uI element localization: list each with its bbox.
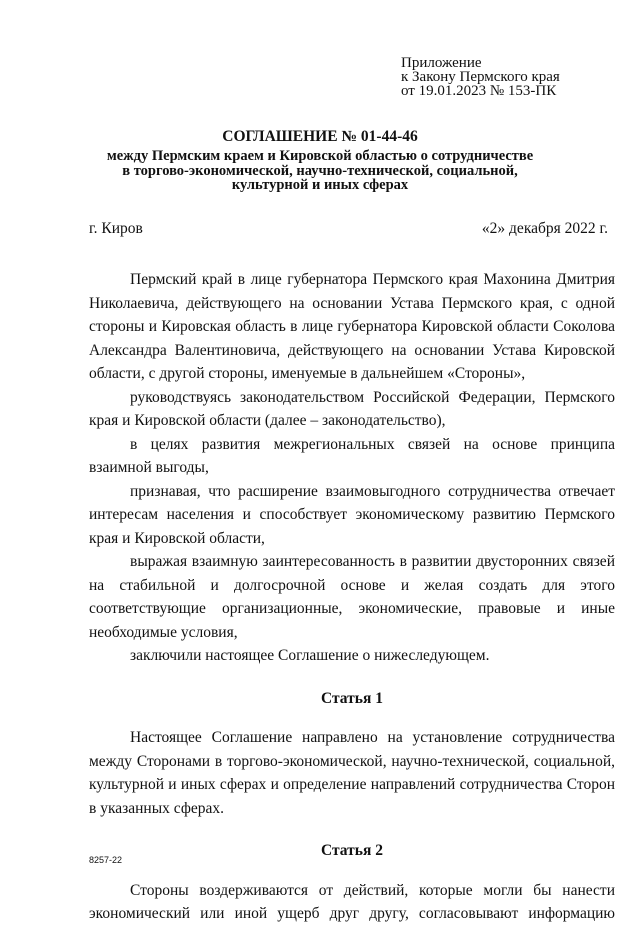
preamble-paragraph: выражая взаимную заинтересованность в развитии двусторонних связей на стабильной и долгосрочной основе и желая создать для этого соответствующие организационные, экономические, правовые и иные необходимые условия, <box>89 553 615 641</box>
appendix-header <box>401 56 601 98</box>
subtitle-line-1: между Пермским краем и Кировской областью о сотрудничестве <box>106 148 534 164</box>
date-of-signing: «2» декабря 2022 г. <box>481 220 608 237</box>
preamble-paragraph: в целях развития межрегиональных связей на основе принципа взаимной выгоды, <box>89 435 615 476</box>
article-1-heading: Статья 1 <box>321 689 383 707</box>
subtitle-line-2: в торгово-экономической, научно-технической, социальной, <box>122 162 518 179</box>
appendix-line-3: от 19.01.2023 № 153-ПК <box>401 83 557 99</box>
document-subtitle <box>0 149 640 193</box>
article-2-text: Стороны воздерживаются от действий, которые могли бы нанести экономический или иной ущерб друг другу, согласовывают информацию <box>89 881 615 922</box>
article-2-heading: Статья 2 <box>321 842 383 859</box>
document-body <box>89 268 615 926</box>
document-title: СОГЛАШЕНИЕ № 01-44-46 <box>222 128 418 145</box>
preamble-paragraph: заключили настоящее Соглашение о нижеследующем. <box>130 647 490 664</box>
preamble-paragraph: Пермский край в лице губернатора Пермского края Махонина Дмитрия Николаевича, действующего на основании Устава Пермского края, с одной стороны и Кировская область в лице губернатора Кировской области Соколова Александра Валентиновича, действующего на основании Устава Кировской области, с другой стороны, именуемые в дальнейшем «Стороны», <box>89 271 615 382</box>
document-code: 8257-22 <box>89 855 123 865</box>
preamble-paragraph: признавая, что расширение взаимовыгодного сотрудничества отвечает интересам населения и способствует экономическому развитию Пермского края и Кировской области, <box>89 482 615 547</box>
preamble-paragraph: руководствуясь законодательством Российской Федерации, Пермского края и Кировской области (далее – законодательство), <box>89 388 615 429</box>
article-1-text: Настоящее Соглашение направлено на установление сотрудничества между Сторонами в торгово-экономической, научно-технической, социальной, культурной и иных сферах и определение направлений сотрудничества Сторон в указанных сферах. <box>89 729 615 817</box>
appendix-line-2: к Закону Пермского края <box>401 69 560 85</box>
appendix-line-1: Приложение <box>401 55 482 71</box>
subtitle-line-3: культурной и иных сферах <box>231 177 409 193</box>
place-of-signing: г. Киров <box>89 220 143 237</box>
